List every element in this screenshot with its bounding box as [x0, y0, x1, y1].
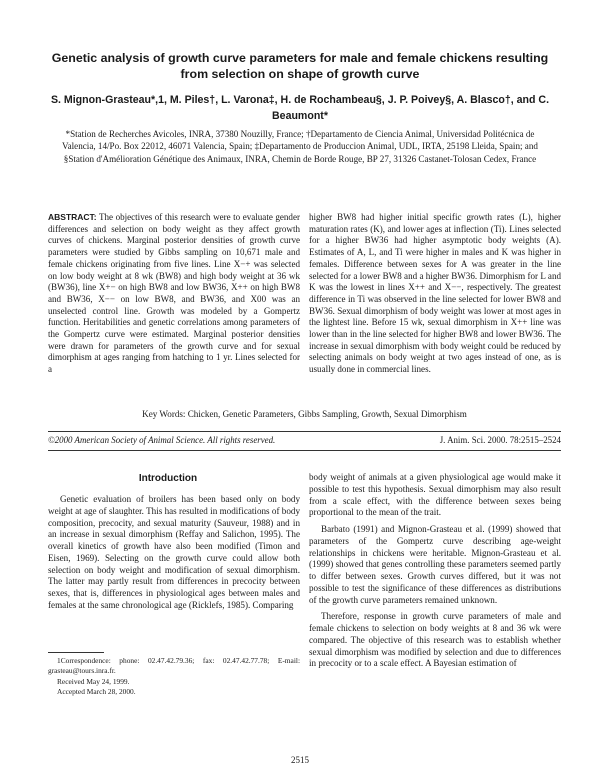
- abstract-text-left: The objectives of this research were to evaluate gender differences and selection on body weight as they affect growth curves of chickens. Marginal posterior densities of growth curve parameters were studied by Gibbs sampling on 10,671 male and female chickens originating from five lines. Line X−+ was selected on low body weight at 8 wk (BW8) and high body weight at 36 wk (BW36), line X+− on high BW8 and low BW36, X++ on high BW8 and BW36, X−− on low BW8, and BW36, and X00 was an unselected control line. Growth was modeled by a Gompertz function. Heritabilities and genetic correlations among parameters of the Gompertz curve were estimated. Marginal posterior densities were drawn for parameters of the growth curve and for sexual dimorphism at ages ranging from hatching to 1 yr. Lines selected for a: [48, 212, 300, 375]
- abstract-right-column: [309, 212, 561, 376]
- body-right-column: [309, 472, 561, 675]
- abstract-left-column: [48, 212, 300, 376]
- correspondence-note: 1Correspondence: phone: 02.47.42.79.36; fax: 02.47.42.77.78; E-mail: grasteau@tours.inra.fr.: [48, 656, 300, 676]
- paragraph: Barbato (1991) and Mignon-Grasteau et al. (1999) showed that parameters of the Gompertz curve describing age-weight relationships in chickens were heritable. Mignon-Grasteau et al. (1999) showed that genes controlling these parameters seemed partly to differ between sexes. Growth curves differed, but it was not possible to test the significance of these differences as distributions of the growth curve parameters remained unknown.: [309, 524, 561, 605]
- paragraph: Genetic evaluation of broilers has been based only on body weight at age of slaughter. This has resulted in modifications of body composition, precocity, and sexual maturity (Sauveur, 1988) and in an increase in sexual dimorphism (Reffay and Salichon, 1995). The overall kinetics of growth have also been modified (Timon and Eisen, 1969). Selecting on the growth curve could allow both selection on body weight and modification of sexual dimorphism. The latter may partly result from differences in precocity between sexes, that is, differences in physiological ages between males and females at the same chronological age (Ricklefs, 1985). Comparing: [48, 494, 300, 610]
- body-left-column: [48, 494, 300, 617]
- journal-citation: J. Anim. Sci. 2000. 78:2515–2524: [439, 435, 561, 445]
- copyright-notice: ©2000 American Society of Animal Science. All rights reserved.: [48, 435, 276, 445]
- paragraph: Therefore, response in growth curve parameters of male and female chickens to selection on body weights at 8 and 36 wk were compared. The objective of this research was to establish whether sexual dimorphism was modified by selection and due to differences in precocity or to a scale effect. A Bayesian estimation of: [309, 611, 561, 669]
- keywords: Key Words: Chicken, Genetic Parameters, Gibbs Sampling, Growth, Sexual Dimorphism: [142, 409, 467, 419]
- accepted-date: Accepted March 28, 2000.: [57, 687, 136, 697]
- page-number: 2515: [291, 755, 309, 765]
- footnote-rule: [48, 652, 104, 653]
- abstract-heading: ABSTRACT:: [48, 212, 97, 222]
- abstract-text-right: higher BW8 had higher initial specific growth rates (L), higher maturation rates (K), and lower ages at inflection (Ti). Lines selected for a higher BW36 had higher asymptotic body weights (A). Estimates of A, L, and Ti were higher in males and K was higher in females. Difference between sexes for A was greater in the line selected for a lower BW8 and a higher BW36. Dimorphism for L and K was the lowest in lines X++ and X−−, respectively. The greatest difference in Ti was observed in the line selected for lower BW8 and BW36. Sexual dimorphism of body weight was lower at most ages in the lightest line. Before 15 wk, sexual dimorphism in X++ line was lower than in the line selected for higher BW8 and lower BW36. The increase in sexual dimorphism with body weight could be reduced by selecting animals on body weight at two ages instead of one, as is usually done in commercial lines.: [309, 212, 561, 375]
- article-title: Genetic analysis of growth curve parameters for male and female chickens resulting from selection on shape of growth curve: [51, 51, 549, 81]
- divider-bottom: [48, 450, 561, 451]
- received-date: Received May 24, 1999.: [57, 676, 130, 686]
- footnote: [48, 656, 300, 698]
- author-list: S. Mignon-Grasteau*,1, M. Piles†, L. Varona‡, H. de Rochambeau§, J. P. Poivey§, A. Blasco†, and C. Beaumont*: [50, 94, 550, 122]
- intro-heading: Introduction: [138, 473, 198, 484]
- affiliations: *Station de Recherches Avicoles, INRA, 37380 Nouzilly, France; †Departamento de Ciencia Animal, Universidad Politécnica de Valencia, 14/Po. Box 22012, 46071 Valencia, Spain; ‡Departamento de Produccion Animal, UDL, IRTA, 25198 Lleida, Spain; and §Station d'Amélioration Génétique des Animaux, INRA, Chemin de Borde Rouge, BP 27, 31326 Castanet-Tolosan Cedex, France: [62, 129, 538, 164]
- divider-top: [48, 431, 561, 432]
- paragraph: body weight of animals at a given physiological age would make it possible to test this hypothesis. Sexual dimorphism may also result from a scale effect, with the difference between sexes being proportional to the mean of the trait.: [309, 472, 561, 518]
